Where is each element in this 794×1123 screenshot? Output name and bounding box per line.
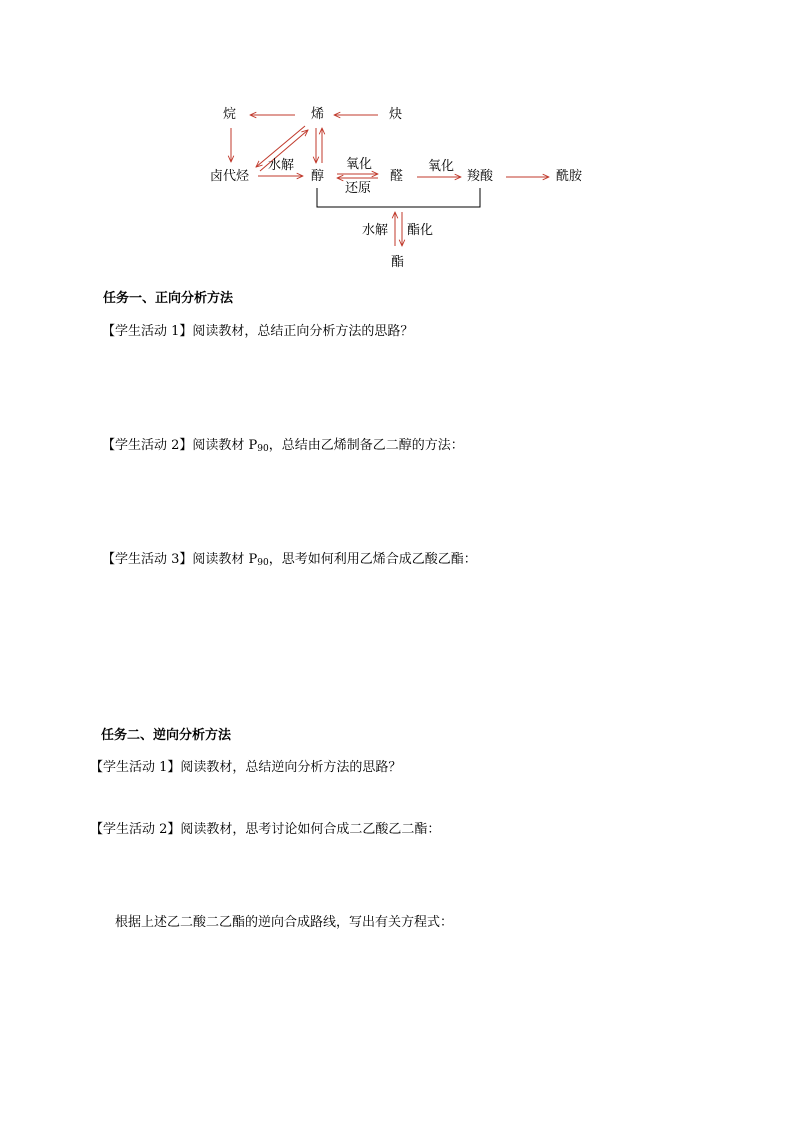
bracket-alcohol-acid [317,188,480,207]
node-carboxylic-acid: 羧酸 [467,169,494,184]
node-alkyne: 炔 [389,107,403,122]
label-hydrolysis-2: 水解 [362,223,389,238]
label-hydrolysis-1: 水解 [268,158,295,173]
node-ester: 酯 [391,255,405,270]
node-haloalkane: 卤代烃 [210,169,250,184]
label-oxidation-1: 氧化 [346,157,373,172]
task1-activity2: 【学生活动 2】阅读教材 $P_{90}$，总结由乙烯制备乙二醇的方法： [102,438,464,454]
task1-heading: 任务一、正向分析方法 [103,291,234,306]
task2-activity2: 【学生活动 2】阅读教材，思考讨论如何合成二乙酸乙二酯： [90,822,441,837]
task1-activity1: 【学生活动 1】阅读教材，总结正向分析方法的思路？ [102,324,414,339]
label-esterification: 酯化 [407,223,434,238]
node-alkane: 烷 [223,107,237,122]
task2-note: 根据上述乙二酸二乙酯的逆向合成路线，写出有关方程式： [115,915,454,930]
node-alcohol: 醇 [311,169,325,184]
label-oxidation-2: 氧化 [428,159,455,174]
task2-activity1: 【学生活动 1】阅读教材，总结逆向分析方法的思路？ [90,760,402,775]
node-amide: 酰胺 [556,169,583,184]
task2-heading: 任务二、逆向分析方法 [101,728,232,743]
node-aldehyde: 醛 [390,169,404,184]
label-reduction: 还原 [345,181,372,196]
task1-activity3: 【学生活动 3】阅读教材 $P_{90}$，思考如何利用乙烯合成乙酸乙酯： [102,552,477,568]
node-alkene: 烯 [311,107,325,122]
